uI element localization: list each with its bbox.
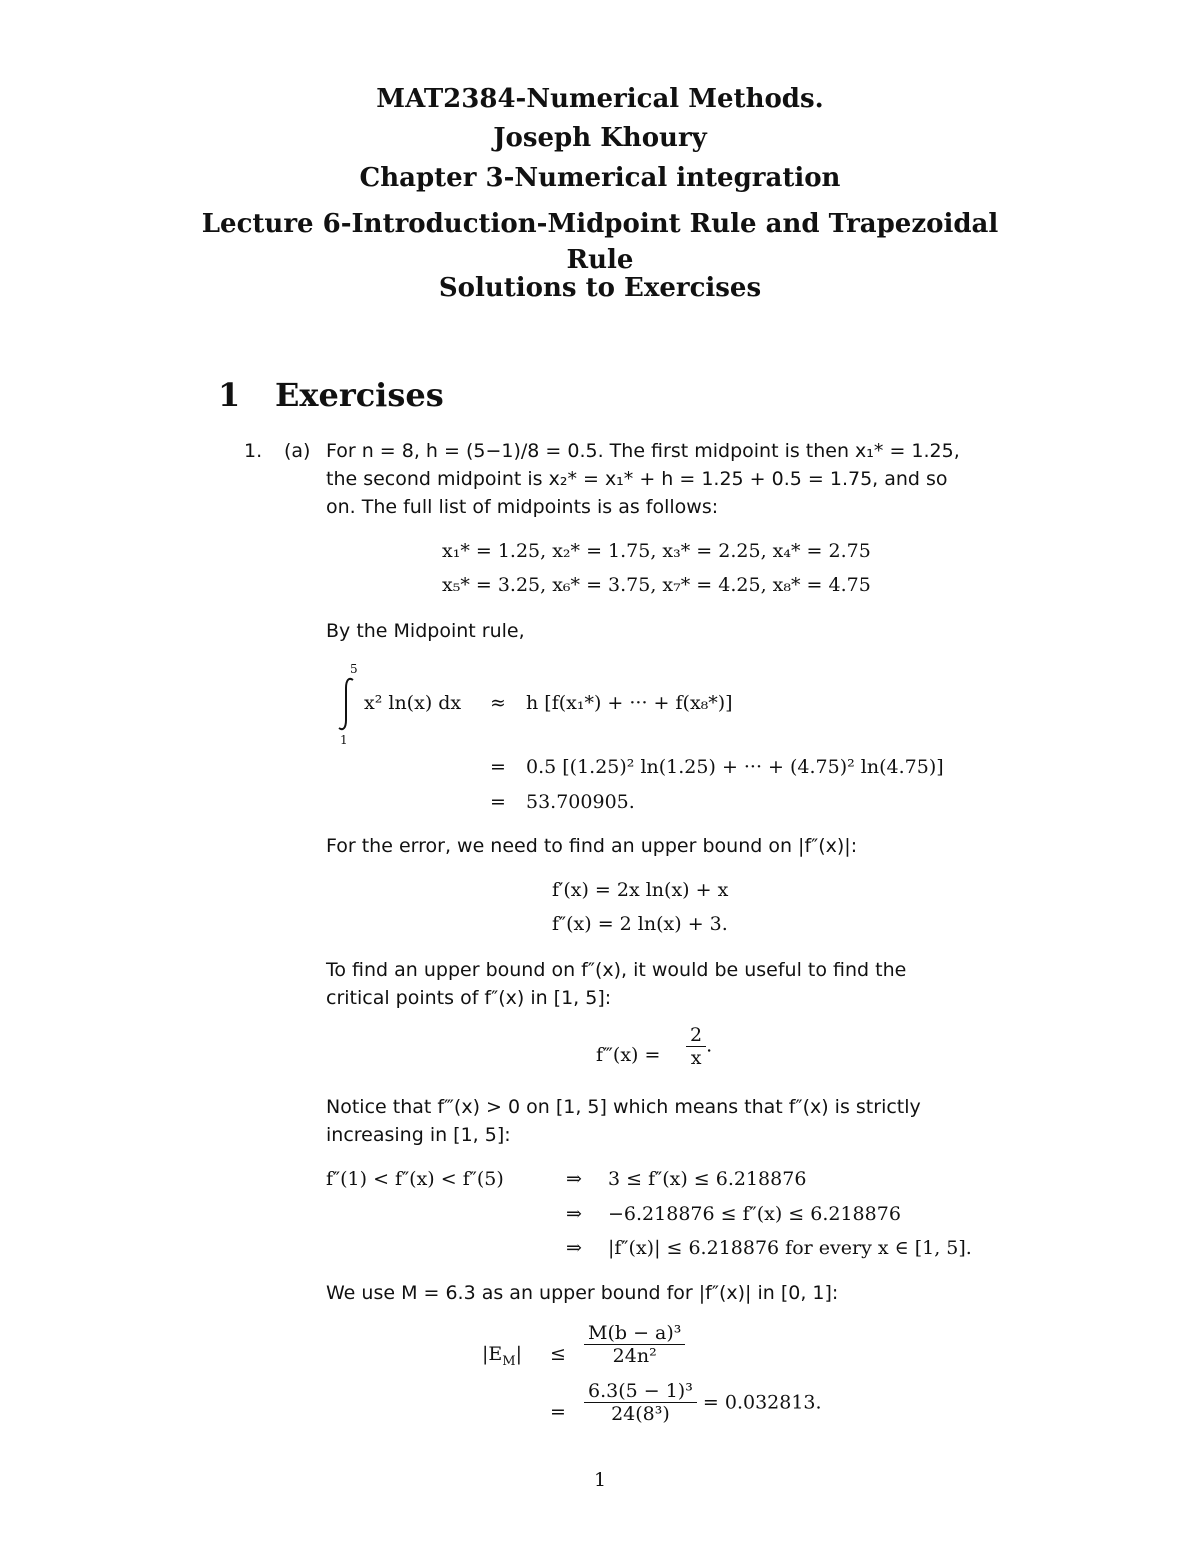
subtitle: Solutions to Exercises xyxy=(438,273,762,303)
equals-symbol-2: = xyxy=(490,791,506,813)
notice-line-2: increasing in [1, 5]: xyxy=(326,1124,511,1146)
implies-symbol-3: ⇒ xyxy=(566,1237,582,1259)
midpoints-row-1: x₁* = 1.25, x₂* = 1.75, x₃* = 2.25, x₄* = 2.75 xyxy=(442,540,871,562)
third-derivative-lhs: f‴(x) = xyxy=(596,1044,661,1066)
error-bound-evaluation: $\frac{\text{6.3(5 − 1)³}}{\text{24(8³)}}$ = 0.032813. xyxy=(584,1380,822,1425)
upper-bound-choice: We use M = 6.3 as an upper bound for |f″(x)| in [0, 1]: xyxy=(326,1282,839,1304)
second-derivative: f″(x) = 2 ln(x) + 3. xyxy=(552,913,728,935)
fraction-numerator: 2 xyxy=(686,1024,706,1047)
integral-lower-limit: 1 xyxy=(340,733,348,747)
page-number: 1 xyxy=(593,1469,607,1491)
error-intro: For the error, we need to find an upper bound on |f″(x)|: xyxy=(326,835,858,857)
integrand: x² ln(x) dx xyxy=(364,692,462,714)
midpoint-sum: h [f(x₁*) + ··· + f(x₈*)] xyxy=(526,692,733,714)
integral-sign xyxy=(336,676,358,732)
fraction-denominator: x xyxy=(690,1047,702,1069)
exercise-number: 1. xyxy=(244,440,263,462)
section-number: 1 xyxy=(218,376,241,414)
inequality-1: 3 ≤ f″(x) ≤ 6.218876 xyxy=(608,1168,807,1190)
chapter-title: Chapter 3-Numerical integration xyxy=(359,163,841,193)
inequality-2: −6.218876 ≤ f″(x) ≤ 6.218876 xyxy=(608,1203,901,1225)
error-bound-formula: $\frac{\text{M(b − a)³}}{\text{24n²}}$ xyxy=(584,1322,685,1367)
intro-line-1: For n = 8, h = (5−1)/8 = 0.5. The first midpoint is then x₁* = 1.25, xyxy=(326,440,960,462)
error-bound-lhs: $|E_M|$ xyxy=(482,1343,522,1369)
equals-symbol-3: = xyxy=(550,1401,566,1423)
implies-symbol-2: ⇒ xyxy=(566,1203,582,1225)
lecture-title-line1: Lecture 6-Introduction-Midpoint Rule and Trapezoidal xyxy=(201,209,999,239)
midpoint-result: 53.700905. xyxy=(526,791,635,813)
equals-symbol-1: = xyxy=(490,756,506,778)
midpoint-rule-intro: By the Midpoint rule, xyxy=(326,620,525,642)
implies-symbol-1: ⇒ xyxy=(566,1168,582,1190)
intro-line-2: the second midpoint is x₂* = x₁* + h = 1.25 + 0.5 = 1.75, and so xyxy=(326,468,948,490)
inequality-lhs: f″(1) < f″(x) < f″(5) xyxy=(326,1168,504,1190)
leq-symbol: ≤ xyxy=(550,1343,566,1365)
third-derivative-fraction: $\frac{2}{x}$ . xyxy=(686,1024,712,1069)
author-name: Joseph Khoury xyxy=(493,123,707,153)
section-title: Exercises xyxy=(275,376,444,414)
first-derivative: f′(x) = 2x ln(x) + x xyxy=(552,879,729,901)
lecture-title-line2: Rule xyxy=(566,245,634,275)
midpoint-expansion: 0.5 [(1.25)² ln(1.25) + ··· + (4.75)² ln(4.75)] xyxy=(526,756,944,778)
notice-line-1: Notice that f‴(x) > 0 on [1, 5] which means that f″(x) is strictly xyxy=(326,1096,921,1118)
upper-bound-line-1: To find an upper bound on f″(x), it would be useful to find the xyxy=(326,959,907,981)
exercise-part: (a) xyxy=(284,440,311,462)
integral-upper-limit: 5 xyxy=(350,662,358,676)
approx-symbol: ≈ xyxy=(490,692,506,714)
course-title: MAT2384-Numerical Methods. xyxy=(376,84,824,114)
inequality-3: |f″(x)| ≤ 6.218876 for every x ∈ [1, 5]. xyxy=(608,1237,972,1259)
upper-bound-line-2: critical points of f″(x) in [1, 5]: xyxy=(326,987,612,1009)
intro-line-3: on. The full list of midpoints is as follows: xyxy=(326,496,719,518)
midpoints-row-2: x₅* = 3.25, x₆* = 3.75, x₇* = 4.25, x₈* = 4.75 xyxy=(442,574,871,596)
